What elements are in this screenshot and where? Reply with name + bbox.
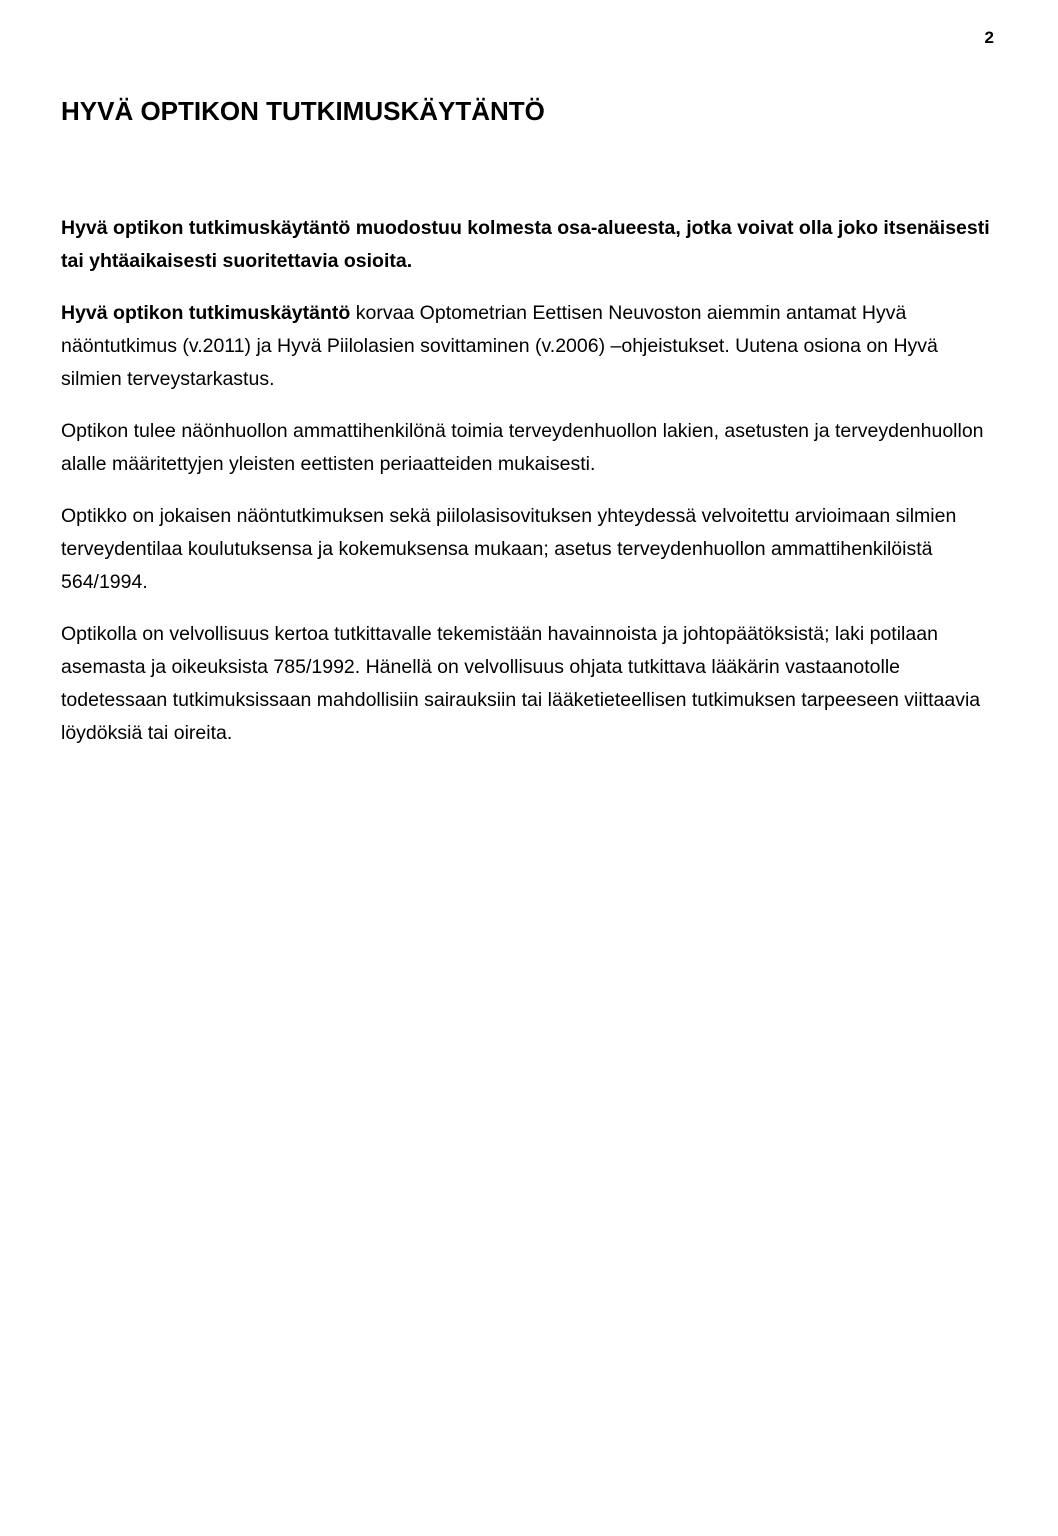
- document-body: [61, 212, 991, 769]
- paragraph-eye-health-assessment: Optikko on jokaisen näöntutkimuksen sekä piilolasisovituksen yhteydessä velvoitettu arvioimaan silmien terveydentilaa koulutuksensa ja kokemuksensa mukaan; asetus terveydenhuollon ammattihenkilöistä 564/1994.: [61, 505, 957, 593]
- paragraph-obligation-to-inform: Optikolla on velvollisuus kertoa tutkittavalle tekemistään havainnoista ja johtopäätöksistä; laki potilaan asemasta ja oikeuksista 785/1992. Hänellä on velvollisuus ohjata tutkittava lääkärin vastaanotolle todetessaan tutkimuksissaan mahdollisiin sairauksiin tai lääketieteellisen tutkimuksen tarpeeseen viittaavia löydöksiä tai oireita.: [61, 623, 981, 744]
- page-title: HYVÄ OPTIKON TUTKIMUSKÄYTÄNTÖ: [61, 96, 545, 126]
- paragraph-replaces-guidelines: [61, 297, 991, 396]
- page-number: 2: [984, 28, 994, 47]
- paragraph-legal-duties: Optikon tulee näönhuollon ammattihenkilönä toimia terveydenhuollon lakien, asetusten ja terveydenhuollon alalle määritettyjen yleisten eettisten periaatteiden mukaisesti.: [61, 420, 984, 475]
- intro-paragraph: Hyvä optikon tutkimuskäytäntö muodostuu kolmesta osa-alueesta, jotka voivat olla joko itsenäisesti tai yhtäaikaisesti suoritettavia osioita.: [61, 217, 990, 272]
- paragraph-bold-lead: Hyvä optikon tutkimuskäytäntö: [61, 302, 351, 324]
- paragraph-text: korvaa Optometrian Eettisen Neuvoston aiemmin antamat Hyvä näöntutkimus (v.2011) ja Hyvä Piilolasien sovittaminen (v.2006) –ohjeistukset. Uutena osiona on Hyvä silmien terveystarkastus.: [61, 302, 938, 390]
